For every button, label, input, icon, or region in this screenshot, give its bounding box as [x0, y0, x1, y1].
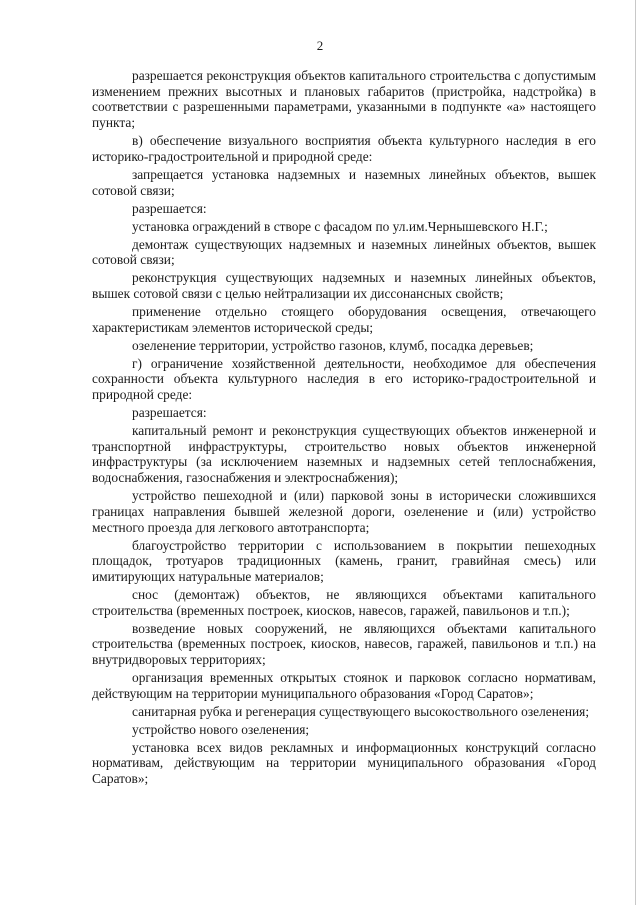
page-edge [635, 0, 636, 905]
page-number: 2 [316, 38, 324, 53]
paragraph: разрешается: [132, 200, 207, 216]
paragraph: установка всех видов рекламных и информационных конструкций согласно нормативам, действующим на территории муниципального образования «Город Саратов»; [92, 739, 596, 787]
paragraph: капитальный ремонт и реконструкция существующих объектов инженерной и транспортной инфраструктуры, строительство новых объектов инженерной инфраструктуры (за исключением наземных и надземных сетей теплоснабжения, водоснабжения, газоснабжения и электроснабжения); [92, 423, 596, 486]
document-body [92, 68, 596, 789]
paragraph: реконструкция существующих надземных и наземных линейных объектов, вышек сотовой связи с целью нейтрализации их диссонансных свойств; [92, 270, 596, 301]
paragraph: озеленение территории, устройство газонов, клумб, посадка деревьев; [132, 337, 534, 353]
paragraph: снос (демонтаж) объектов, не являющихся объектами капитального строительства (временных построек, киосков, навесов, гаражей, павильонов и т.п.); [92, 586, 596, 618]
paragraph: применение отдельно стоящего оборудования освещения, отвечающего характеристикам элементов исторической среды; [92, 303, 596, 335]
paragraph: благоустройство территории с использованием в покрытии пешеходных площадок, тротуаров традиционных (камень, гранит, гравийная смесь) или имитирующих натуральные материалов; [92, 537, 596, 584]
paragraph: г) ограничение хозяйственной деятельности, необходимое для обеспечения сохранности объекта культурного наследия в его историко-градостроительной и природной среде: [92, 355, 596, 403]
paragraph: разрешается реконструкция объектов капитального строительства с допустимым изменением прежних высотных и плановых габаритов (пристройка, надстройка) в соответствии с разрешенными параметрами, указанными в подпункте «а» настоящего пункта; [92, 68, 596, 131]
paragraph: возведение новых сооружений, не являющихся объектами капитального строительства (временных построек, киосков, навесов, гаражей, павильонов и т.п.) на внутридворовых территориях; [92, 620, 596, 668]
paragraph: запрещается установка надземных и наземных линейных объектов, вышек сотовой связи; [92, 166, 596, 198]
paragraph: демонтаж существующих надземных и наземных линейных объектов, вышек сотовой связи; [92, 236, 596, 268]
paragraph: установка ограждений в створе с фасадом по ул.им.Чернышевского Н.Г.; [132, 218, 548, 234]
paragraph: организация временных открытых стоянок и парковок согласно нормативам, действующим на территории муниципального образования «Город Саратов»; [92, 670, 596, 701]
paragraph: устройство нового озеленения; [132, 721, 310, 737]
paragraph: в) обеспечение визуального восприятия объекта культурного наследия в его историко-градостроительной и природной среде: [92, 133, 596, 164]
paragraph: разрешается: [132, 405, 207, 421]
paragraph: устройство пешеходной и (или) парковой зоны в исторически сложившихся границах направления бывшей железной дороги, озеленение и (или) устройство местного проезда для легкового автотранспорта; [92, 488, 596, 535]
paragraph: санитарная рубка и регенерация существующего высокоствольного озеленения; [132, 703, 590, 719]
